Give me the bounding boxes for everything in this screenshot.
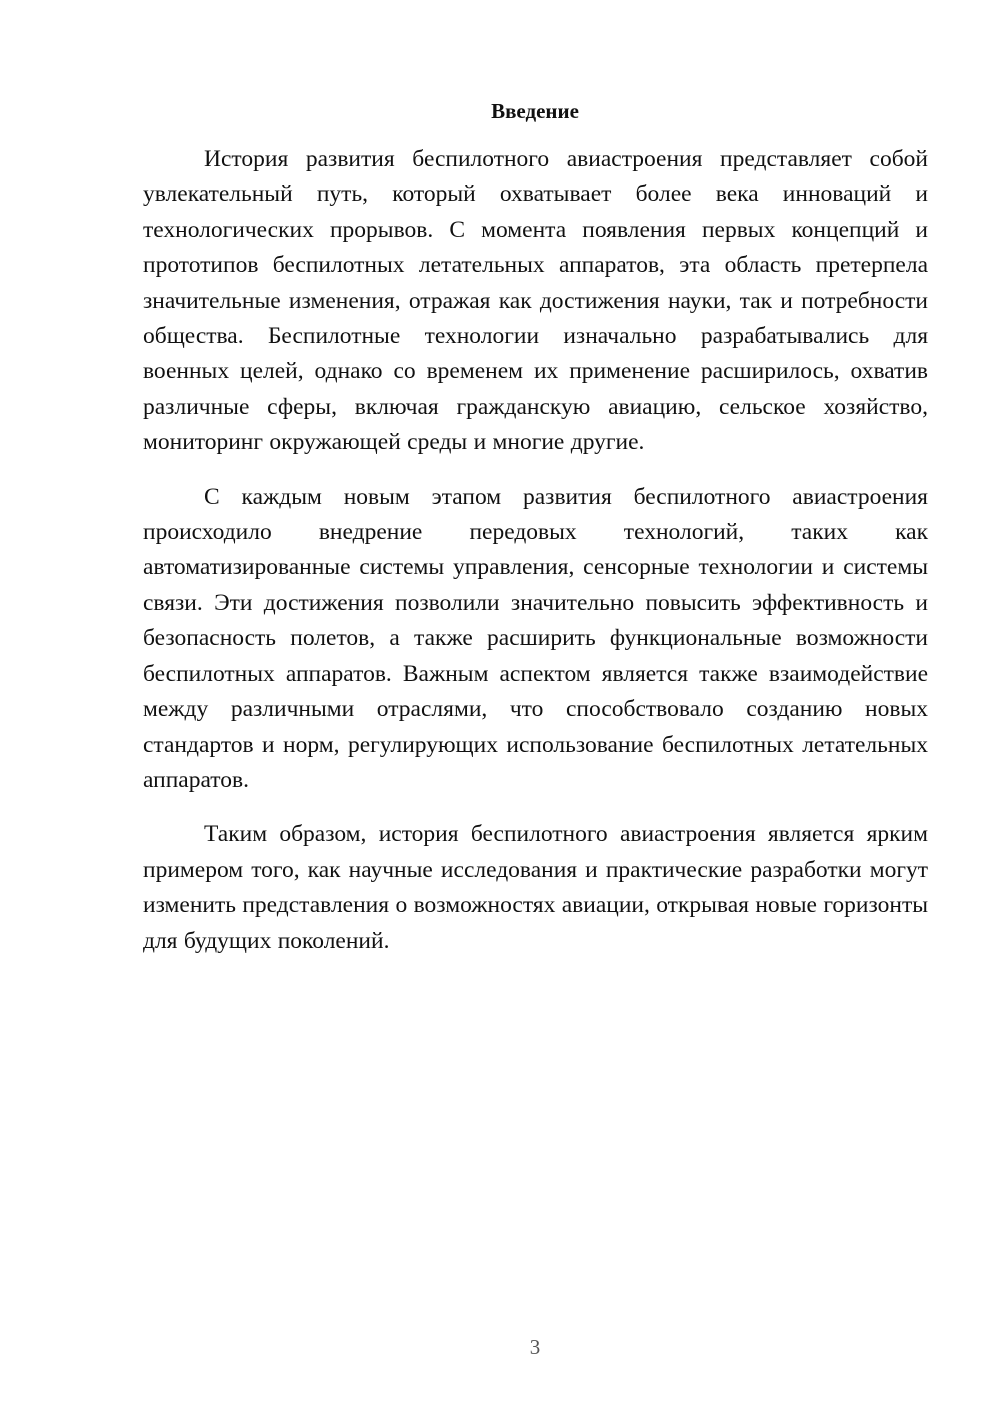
page-number: 3 <box>529 1335 541 1359</box>
paragraph-3: Таким образом, история беспилотного авиастроения является ярким примером того, как научные исследования и практические разработки могут изменить представления о возможностях авиации, открывая новые горизонты для будущих поколений. <box>143 821 928 954</box>
paragraph-2: С каждым новым этапом развития беспилотного авиастроения происходило внедрение передовых технологий, таких как автоматизированные системы управления, сенсорные технологии и системы связи. Эти достижения позволили значительно повысить эффективность и безопасность полетов, а также расширить функциональные возможности беспилотных аппаратов. Важным аспектом является также взаимодействие между различными отраслями, что способствовало созданию новых стандартов и норм, регулирующих использование беспилотных летательных аппаратов. <box>143 483 928 793</box>
section-heading: Введение <box>491 99 579 123</box>
paragraph-1: История развития беспилотного авиастроения представляет собой увлекательный путь, который охватывает более века инноваций и технологических прорывов. С момента появления первых концепций и прототипов беспилотных летательных аппаратов, эта область претерпела значительные изменения, отражая как достижения науки, так и потребности общества. Беспилотные технологии изначально разрабатывались для военных целей, однако со временем их применение расширилось, охватив различные сферы, включая гражданскую авиацию, сельское хозяйство, мониторинг окружающей среды и многие другие. <box>143 146 928 456</box>
body-text <box>143 142 928 978</box>
